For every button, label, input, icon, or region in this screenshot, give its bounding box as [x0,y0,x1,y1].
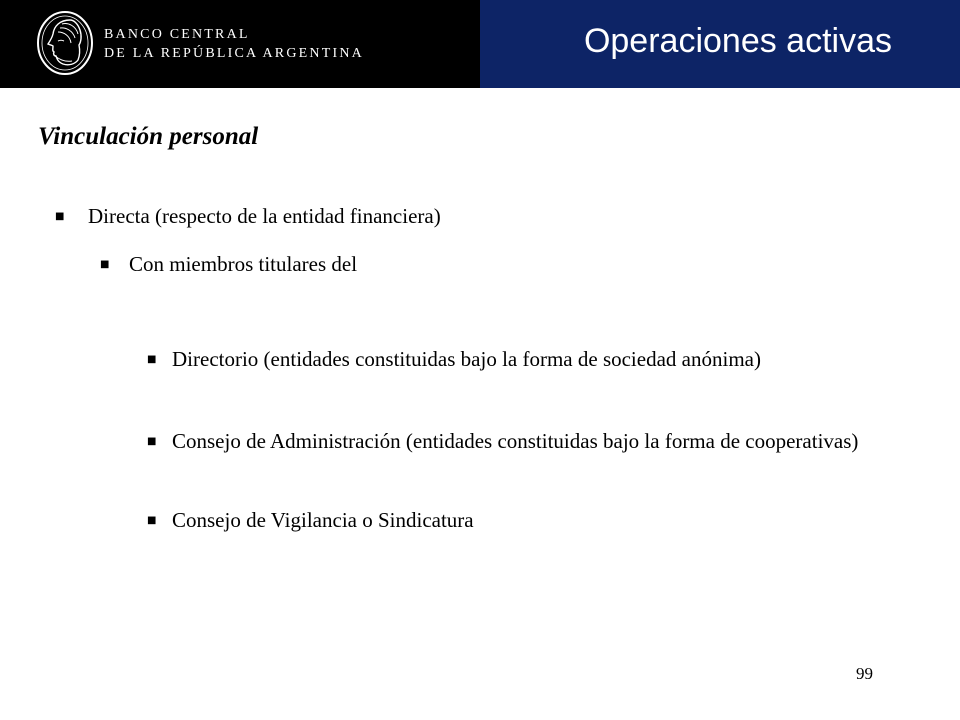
bullet-text: Consejo de Administración (entidades constituidas bajo la forma de cooperativas) [172,429,859,453]
bank-name-line-1: BANCO CENTRAL [104,27,250,42]
square-bullet-icon: ■ [100,259,110,270]
square-bullet-icon: ■ [147,436,157,447]
deck-title: Operaciones activas [583,22,892,60]
bullet-text: Con miembros titulares del [129,252,358,276]
square-bullet-icon: ■ [55,211,65,222]
bullet-text: Directa (respecto de la entidad financiera) [88,204,441,228]
bullet-text: Consejo de Vigilancia o Sindicatura [172,508,474,532]
square-bullet-icon: ■ [147,354,157,365]
bank-name [104,25,364,63]
section-title: Vinculación personal [38,123,259,150]
page-number: 99 [856,664,873,683]
bank-name-line-2: DE LA REPÚBLICA ARGENTINA [104,46,364,61]
bullet-text: Directorio (entidades constituidas bajo la forma de sociedad anónima) [172,347,761,371]
republica-profile-seal-icon [36,10,94,76]
header-left-band [0,0,480,88]
square-bullet-icon: ■ [147,515,157,526]
